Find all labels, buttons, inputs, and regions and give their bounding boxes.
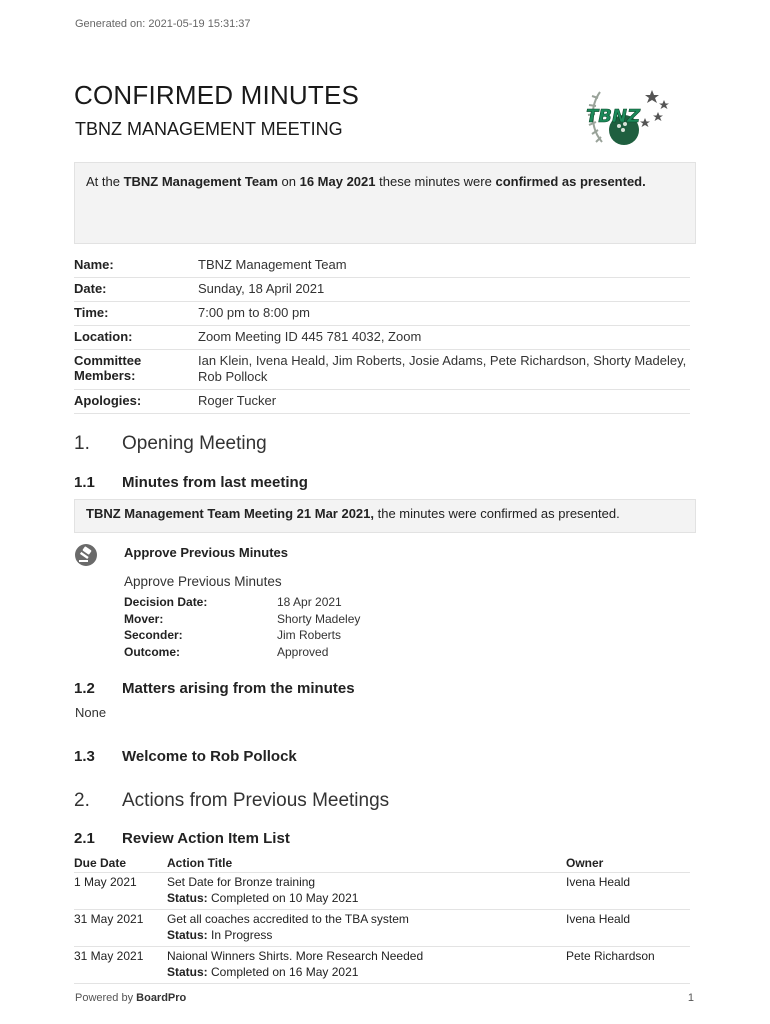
due-date-cell: 1 May 2021 — [74, 875, 137, 889]
document-subtitle: TBNZ MANAGEMENT MEETING — [75, 119, 343, 139]
subsection-number: 2.1 — [74, 830, 95, 847]
subsection-title: Matters arising from the minutes — [122, 680, 355, 697]
action-title: Get all coaches accredited to the TBA system — [167, 912, 409, 926]
info-row-date — [74, 278, 690, 302]
subsection-heading-1-3 — [74, 748, 297, 765]
info-label: Name: — [74, 257, 114, 272]
table-row — [74, 873, 690, 910]
decision-row — [124, 594, 360, 611]
subsection-heading-2-1 — [74, 830, 290, 847]
powered-by-footer: Powered by BoardPro — [75, 992, 187, 1004]
subsection-heading-1-1 — [74, 474, 308, 491]
decision-label: Decision Date: — [124, 595, 208, 609]
subsection-heading-1-2 — [74, 680, 355, 697]
action-title-cell — [167, 949, 566, 980]
action-title: Naional Winners Shirts. More Research Needed — [167, 949, 424, 963]
logo-wordmark: TBNZ — [586, 106, 641, 127]
info-value: Zoom Meeting ID 445 781 4032, Zoom — [198, 329, 422, 344]
decision-row — [124, 611, 360, 628]
info-value: TBNZ Management Team — [198, 257, 347, 272]
table-row — [74, 947, 690, 984]
decision-value: 18 Apr 2021 — [277, 595, 342, 609]
owner-cell: Pete Richardson — [566, 949, 655, 963]
column-header-due-date: Due Date — [74, 856, 127, 870]
action-title: Set Date for Bronze training — [167, 875, 316, 889]
table-row — [74, 910, 690, 947]
boardpro-link: BoardPro — [136, 992, 187, 1004]
section-title: Actions from Previous Meetings — [122, 790, 390, 811]
decision-label: Seconder: — [124, 628, 183, 642]
decision-details — [124, 594, 360, 660]
generated-timestamp: Generated on: 2021-05-19 15:31:37 — [75, 18, 251, 30]
decision-value: Jim Roberts — [277, 628, 342, 642]
subsection-number: 1.3 — [74, 748, 95, 765]
info-row-name — [74, 254, 690, 278]
section-heading-1 — [74, 433, 267, 455]
decision-label: Mover: — [124, 611, 164, 626]
subsection-number: 1.1 — [74, 474, 95, 491]
action-title-cell — [167, 875, 566, 906]
confirmation-banner: At the TBNZ Management Team on 16 May 2021 these minutes were confirmed as presented. — [74, 162, 696, 244]
decision-value: Approved — [277, 644, 329, 659]
info-value: Roger Tucker — [198, 393, 277, 408]
subsection-number: 1.2 — [74, 680, 95, 697]
decision-row — [124, 627, 360, 644]
action-title-cell — [167, 912, 566, 943]
section-heading-2 — [74, 790, 389, 812]
decision-subtitle: Approve Previous Minutes — [124, 574, 282, 589]
document-title: CONFIRMED MINUTES — [74, 80, 360, 110]
owner-cell: Ivena Heald — [566, 875, 631, 889]
previous-minutes-callout: TBNZ Management Team Meeting 21 Mar 2021, the minutes were confirmed as presented. — [74, 499, 696, 533]
due-date-cell: 31 May 2021 — [74, 949, 144, 963]
tbnz-logo — [578, 78, 678, 158]
info-label: Apologies: — [74, 393, 142, 408]
action-status: Status: Completed on 10 May 2021 — [167, 890, 359, 905]
meeting-info-table — [74, 254, 690, 414]
subsection-title: Welcome to Rob Pollock — [122, 748, 297, 765]
column-header-action-title: Action Title — [167, 856, 233, 870]
info-row-location — [74, 326, 690, 350]
info-label: Time: — [74, 305, 109, 320]
action-item-table — [74, 856, 690, 984]
info-value: 7:00 pm to 8:00 pm — [198, 305, 311, 320]
section-number: 2. — [74, 790, 90, 811]
info-value: Ian Klein, Ivena Heald, Jim Roberts, Josie Adams, Pete Richardson, Shorty Madeley, Rob Pollock — [198, 353, 687, 384]
info-row-time — [74, 302, 690, 326]
decision-row — [124, 644, 360, 661]
subsection-title: Minutes from last meeting — [122, 474, 308, 491]
decision-label: Outcome: — [124, 644, 181, 659]
decision-value: Shorty Madeley — [277, 611, 361, 626]
decision-title: Approve Previous Minutes — [124, 545, 288, 560]
column-header-owner: Owner — [566, 856, 604, 870]
info-label: Date: — [74, 281, 107, 296]
section-title: Opening Meeting — [122, 433, 267, 454]
owner-cell: Ivena Heald — [566, 912, 631, 926]
info-value: Sunday, 18 April 2021 — [198, 281, 325, 296]
info-label: Location: — [74, 329, 133, 344]
gavel-icon — [74, 543, 98, 567]
info-row-apologies — [74, 390, 690, 414]
info-label: Committee Members: — [74, 353, 142, 383]
section-number: 1. — [74, 433, 90, 454]
subsection-title: Review Action Item List — [122, 830, 290, 847]
info-row-committee — [74, 350, 690, 390]
due-date-cell: 31 May 2021 — [74, 912, 144, 926]
matters-arising-body: None — [75, 705, 107, 720]
action-status: Status: In Progress — [167, 927, 273, 942]
table-header — [74, 856, 690, 873]
action-status: Status: Completed on 16 May 2021 — [167, 964, 359, 979]
page-number: 1 — [687, 992, 694, 1004]
